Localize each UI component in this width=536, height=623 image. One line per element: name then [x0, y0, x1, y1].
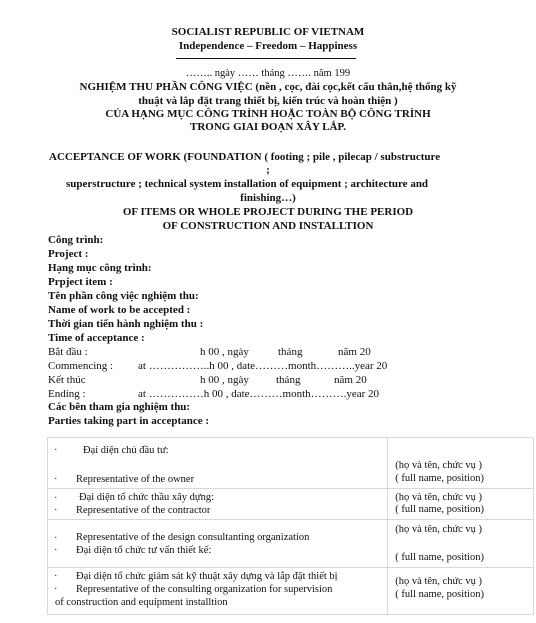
field-time-of-acceptance: Time of acceptance : — [48, 332, 145, 344]
field-ten-phan: Tên phần công việc nghiệm thu: — [48, 290, 199, 302]
party-label-en: Representative of the owner — [76, 474, 195, 485]
bullet: · — [54, 533, 58, 544]
republic-heading: SOCIALIST REPUBLIC OF VIETNAM — [171, 26, 365, 38]
party-label-vn: Đại diện tổ chức thầu xây dựng: — [79, 492, 215, 503]
bullet: · — [54, 571, 58, 582]
title-en-line-2: ; — [266, 164, 270, 176]
party-label-vn: Đại diện chủ đầu tư: — [83, 445, 169, 456]
table-row — [48, 520, 534, 568]
table-row — [48, 489, 534, 520]
name-position-en: ( full name, position) — [395, 552, 484, 563]
title-vn-line-4: TRONG GIAI ĐOẠN XÂY LẮP. — [190, 121, 346, 133]
field-ending-detail: at ……………h 00 , date………month……….year 20 — [138, 388, 380, 400]
field-bat-dau: Bắt đầu : — [48, 346, 88, 358]
name-position-en: ( full name, position) — [395, 473, 484, 484]
bullet: · — [54, 445, 58, 456]
title-en-line-3: superstructure ; technical system installation of equipment ; architecture and — [66, 178, 429, 190]
bullet: · — [54, 505, 58, 516]
party-label-en: Representative of the design consultanting organization — [76, 532, 310, 543]
name-position-vn: (họ và tên, chức vụ ) — [395, 576, 483, 587]
name-position-en: ( full name, position) — [395, 504, 484, 515]
party-label-vn: Đại diện tổ chức tư vấn thiết kế: — [76, 545, 212, 556]
party-label-en-cont: of construction and equipment installtion — [55, 597, 228, 608]
date-line: …….. ngày …… tháng ……. năm 199 — [185, 68, 351, 79]
signature-cell — [388, 568, 534, 615]
party-cell — [48, 520, 388, 568]
field-project: Project : — [48, 248, 89, 260]
header-rule — [176, 58, 356, 59]
title-en-line-5: OF ITEMS OR WHOLE PROJECT DURING THE PERIOD — [122, 206, 414, 218]
bullet: · — [54, 545, 58, 556]
name-position-vn: (họ và tên, chức vụ ) — [395, 492, 483, 503]
field-bat-dau-month: tháng — [278, 346, 303, 358]
field-thoi-gian: Thời gian tiến hành nghiệm thu : — [48, 318, 204, 330]
bullet: · — [54, 584, 58, 595]
name-position-vn: (họ và tên, chức vụ ) — [395, 524, 483, 535]
title-vn-line-2: thuật và lắp đặt trang thiết bị, kiến trúc và hoàn thiện ) — [138, 95, 398, 107]
field-ket-thuc: Kết thúc — [48, 374, 86, 386]
bullet: · — [54, 474, 58, 485]
field-ending: Ending : — [48, 388, 86, 400]
party-cell — [48, 438, 388, 489]
signature-cell — [388, 520, 534, 568]
title-vn-line-1: NGHIỆM THU PHẦN CÔNG VIỆC (nền , cọc, đài cọc,kết cấu thân,hệ thống kỹ — [79, 81, 457, 93]
party-cell — [48, 568, 388, 615]
name-position-vn: (họ và tên, chức vụ ) — [395, 460, 483, 471]
party-label-en: Representative of the consulting organization for supervision — [76, 584, 333, 595]
field-ket-thuc-year: năm 20 — [334, 374, 367, 386]
parties-table — [47, 437, 534, 615]
field-commencing: Commencing : — [48, 360, 114, 372]
title-vn-line-3: CỦA HẠNG MỤC CÔNG TRÌNH HOẶC TOÀN BỘ CÔNG TRÌNH — [105, 108, 431, 120]
party-label-vn: Đại diện tổ chức giám sát kỹ thuật xây dựng và lắp đặt thiết bị — [76, 571, 338, 582]
table-row — [48, 568, 534, 615]
field-cong-trinh: Công trình: — [48, 234, 104, 246]
field-parties: Parties taking part in acceptance : — [48, 415, 209, 427]
field-hang-muc: Hạng mục công trình: — [48, 262, 152, 274]
field-ket-thuc-month: tháng — [276, 374, 301, 386]
field-name-of-work: Name of work to be accepted : — [48, 304, 191, 316]
table-row — [48, 438, 534, 489]
title-en-line-4: finishing…) — [240, 192, 296, 204]
field-bat-dau-hour: h 00 , ngày — [200, 346, 249, 358]
motto-heading: Independence – Freedom – Happiness — [178, 40, 358, 52]
signature-cell — [388, 438, 534, 489]
field-ket-thuc-hour: h 00 , ngày — [200, 374, 249, 386]
field-project-item: Prpject item : — [48, 276, 113, 288]
name-position-en: ( full name, position) — [395, 589, 484, 600]
title-en-line-1: ACCEPTANCE OF WORK (FOUNDATION ( footing ; pile , pilecap / substructure — [49, 151, 441, 163]
party-cell — [48, 489, 388, 520]
title-en-line-6: OF CONSTRUCTION AND INSTALLTION — [162, 220, 374, 232]
bullet: · — [54, 493, 58, 504]
field-cac-ben: Các bên tham gia nghiệm thu: — [48, 401, 191, 413]
field-commencing-detail: at ……………..h 00 , date………month………..year 20 — [138, 360, 388, 372]
field-bat-dau-year: năm 20 — [338, 346, 371, 358]
signature-cell — [388, 489, 534, 520]
party-label-en: Representative of the contractor — [76, 505, 211, 516]
